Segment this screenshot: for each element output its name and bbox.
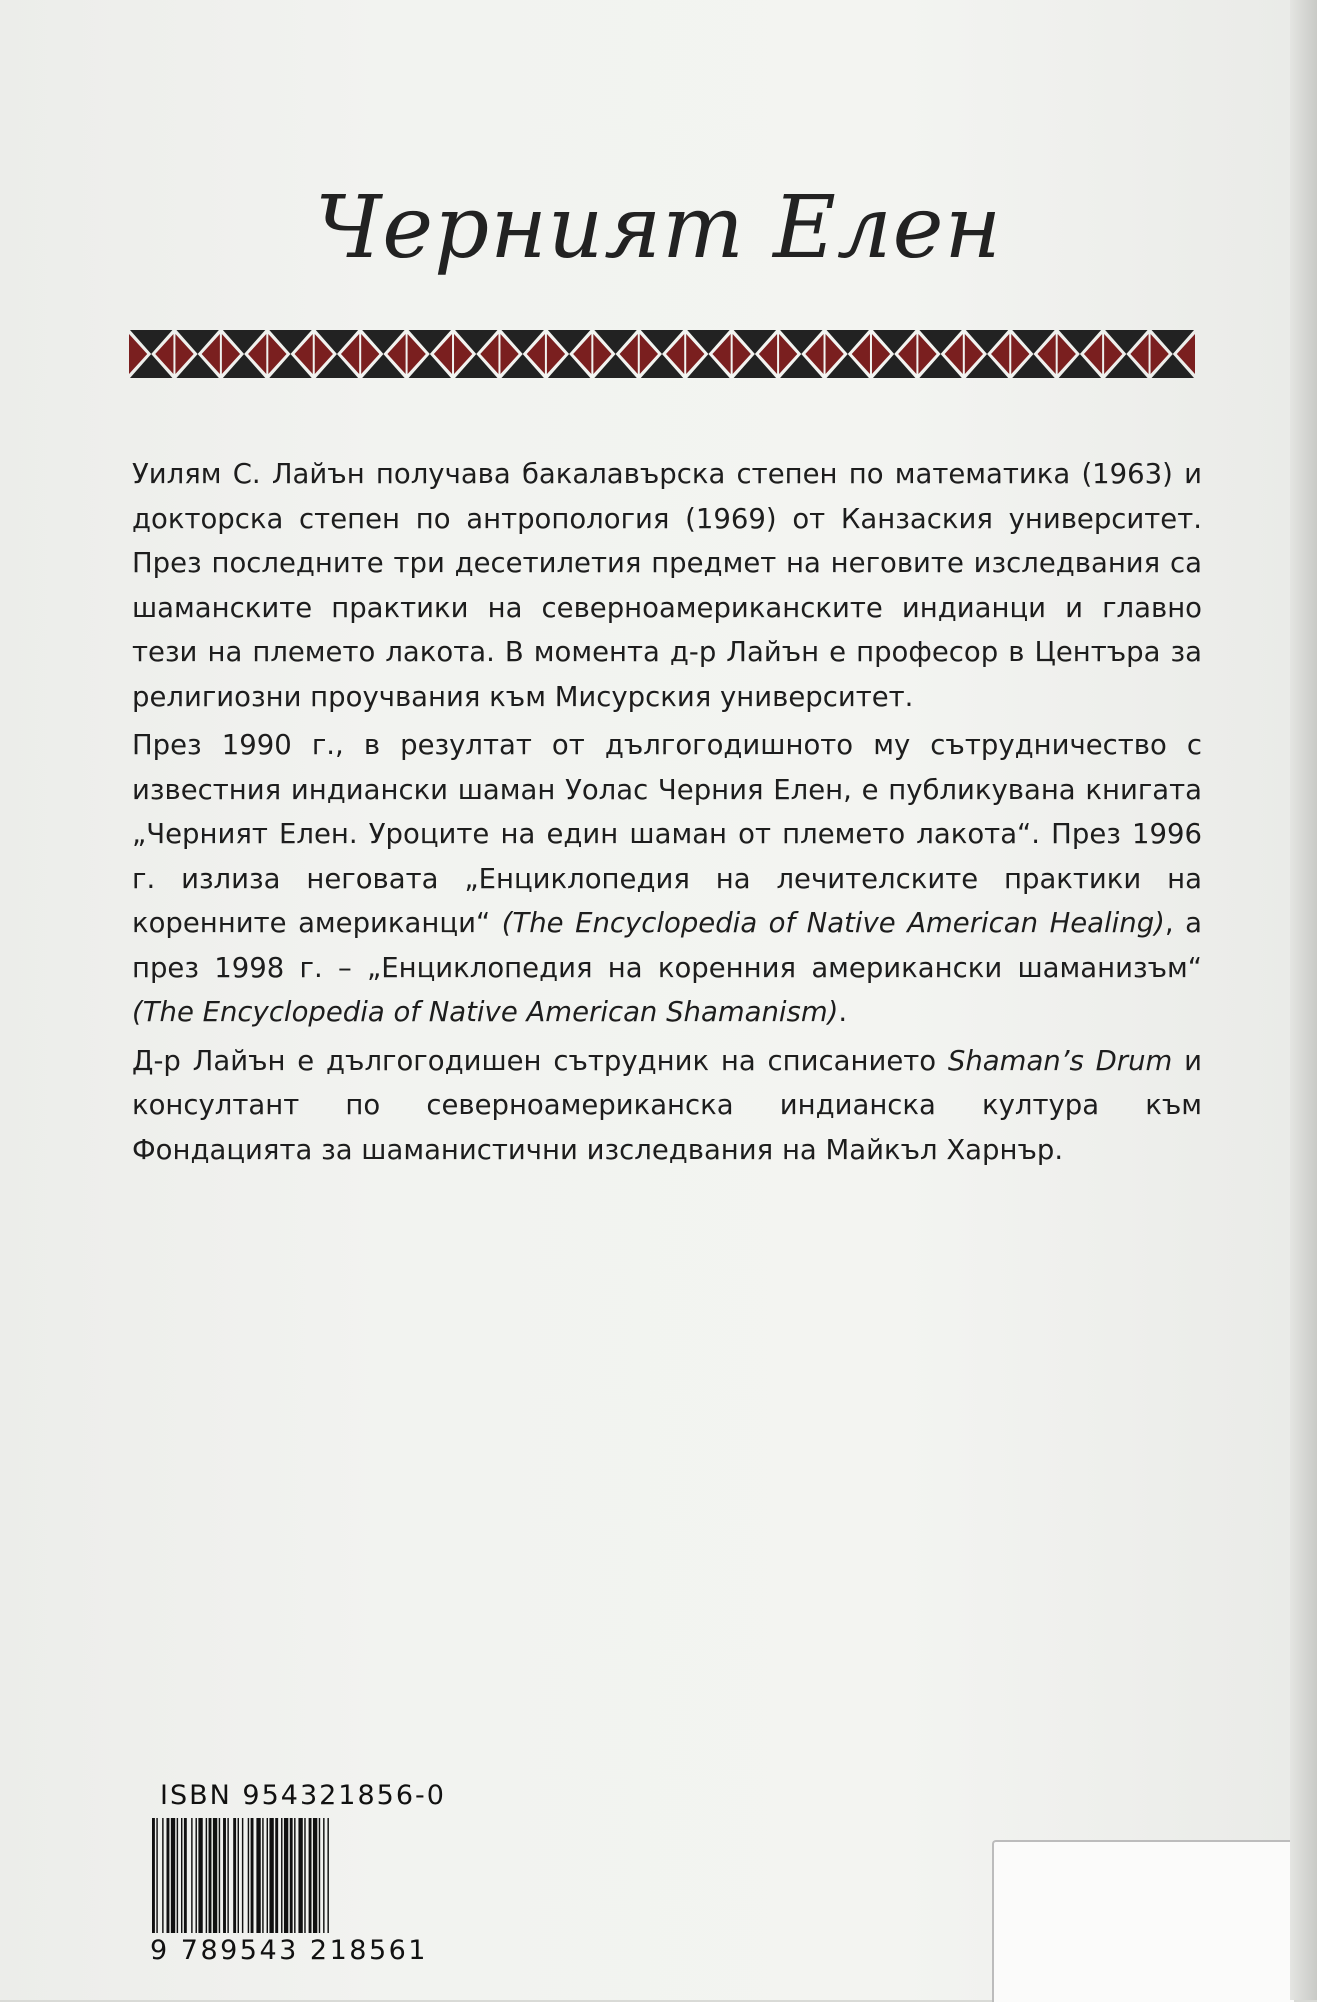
barcode-bar bbox=[177, 1818, 178, 1933]
barcode-bar bbox=[191, 1818, 192, 1933]
barcode-bar bbox=[156, 1818, 157, 1933]
barcode-bar bbox=[196, 1818, 197, 1933]
isbn-label: ISBN 954321856-0 bbox=[160, 1780, 446, 1811]
cover-edge bbox=[1290, 0, 1317, 2000]
barcode-bar bbox=[219, 1818, 220, 1933]
book-title: Черният Елен bbox=[314, 178, 1003, 278]
bio-paragraph-3 bbox=[132, 1039, 1202, 1173]
barcode-bar bbox=[327, 1818, 328, 1933]
bio-paragraph-1: Уилям С. Лайън получава бакалавърска степен по математика (1963) и докторска степен по антропология (1969) от Канзаския университет. През последните три десетилетия предмет на неговите изследвания са шаманските практики на северноамериканските индианци и главно тези на племето лакота. В момента д-р Лайън е професор в Центъра за религиозни проучвания към Мисурския университет. bbox=[132, 458, 1202, 713]
bio-p3-text-2: и консултант по северноамериканска индианска култура към Фондацията за шаманистични изследвания на Майкъл Харнър. bbox=[132, 1044, 1202, 1166]
barcode-bar bbox=[213, 1818, 217, 1933]
price-sticker bbox=[992, 1840, 1294, 2002]
isbn-block bbox=[150, 1780, 475, 1980]
barcode-bar bbox=[309, 1818, 312, 1933]
barcode-bar bbox=[304, 1818, 305, 1933]
barcode-bar bbox=[242, 1818, 243, 1933]
barcode-bar bbox=[284, 1818, 288, 1933]
barcode-bar bbox=[323, 1818, 324, 1933]
barcode-bar bbox=[313, 1818, 317, 1933]
barcode-bar bbox=[294, 1818, 295, 1933]
bio-p2-text-2: , а през 1998 г. – „Енциклопедия на коренния американски шаманизъм“ bbox=[132, 907, 1203, 984]
bio-p2-text: През 1990 г., в резултат от дългогодишното му сътрудничество с известния индиански шаман Уолас Черния Елен, е публикувана книгата „Черният Елен. Уроците на един шаман от племето лакота“. През 1996 г. излиза неговата „Енциклопедия на лечителските практики на коренните американци“ bbox=[132, 729, 1202, 939]
barcode-bar bbox=[251, 1818, 254, 1933]
barcode bbox=[150, 1818, 475, 1933]
barcode-bar bbox=[269, 1818, 273, 1933]
barcode-bar bbox=[206, 1818, 207, 1933]
barcode-bar bbox=[152, 1818, 155, 1933]
author-bio bbox=[132, 452, 1202, 1176]
barcode-bar bbox=[275, 1818, 278, 1933]
barcode-bar bbox=[281, 1818, 282, 1933]
bio-p2-title-en-1: (The Encyclopedia of Native American Healing) bbox=[501, 907, 1165, 939]
ornament-border bbox=[128, 330, 1196, 378]
barcode-bar bbox=[162, 1818, 163, 1933]
barcode-bar bbox=[319, 1818, 320, 1933]
barcode-bar bbox=[267, 1818, 268, 1933]
bio-p3-text: Д-р Лайън е дългогодишен сътрудник на списанието bbox=[132, 1044, 948, 1077]
barcode-bar bbox=[171, 1818, 175, 1933]
barcode-bar bbox=[184, 1818, 187, 1933]
bio-paragraph-2 bbox=[132, 723, 1202, 1035]
barcode-bar bbox=[238, 1818, 239, 1933]
barcode-bar bbox=[227, 1818, 228, 1933]
barcode-bar bbox=[198, 1818, 202, 1933]
barcode-bar bbox=[248, 1818, 249, 1933]
bio-p2-end: . bbox=[838, 996, 848, 1028]
barcode-bar bbox=[298, 1818, 302, 1933]
barcode-bar bbox=[262, 1818, 263, 1933]
isbn-digits: 9 789543 218561 bbox=[150, 1935, 428, 1966]
barcode-bar bbox=[290, 1818, 293, 1933]
barcode-bar bbox=[181, 1818, 182, 1933]
bio-p3-magazine: Shaman’s Drum bbox=[947, 1044, 1173, 1077]
barcode-bar bbox=[209, 1818, 212, 1933]
barcode-bar bbox=[223, 1818, 226, 1933]
barcode-bar bbox=[256, 1818, 260, 1933]
barcode-bar bbox=[167, 1818, 170, 1933]
barcode-bar bbox=[233, 1818, 236, 1933]
bio-p2-title-en-2: (The Encyclopedia of Native American Shamanism) bbox=[132, 996, 839, 1028]
